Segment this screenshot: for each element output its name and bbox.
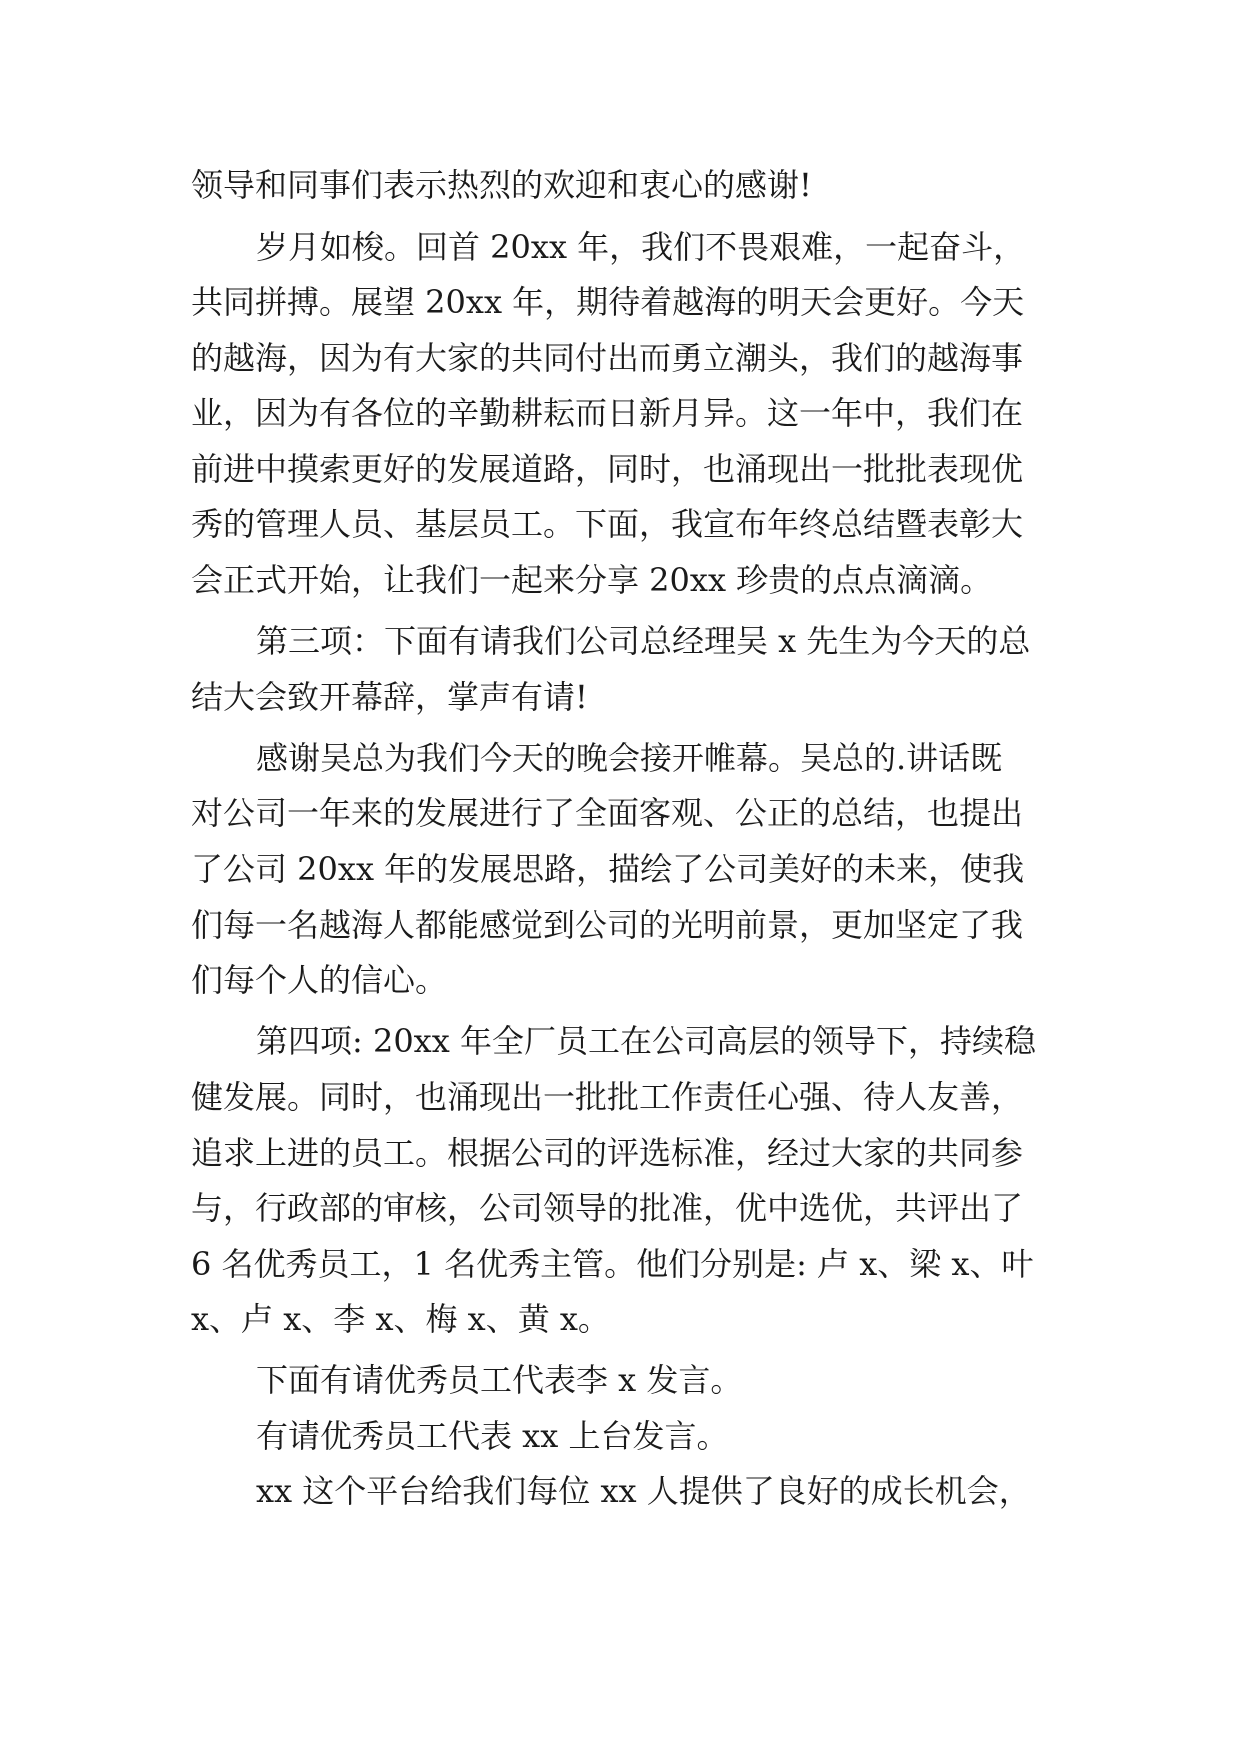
text-line: 对公司一年来的发展进行了全面客观、公正的总结，也提出 bbox=[191, 794, 1024, 832]
text-line: 与，行政部的审核，公司领导的批准，优中选优，共评出了 bbox=[191, 1189, 1024, 1227]
text-line: 追求上进的员工。根据公司的评选标准，经过大家的共同参 bbox=[191, 1134, 1024, 1172]
paragraph-first-line: 感谢吴总为我们今天的晚会接开帷幕。吴总的.讲话既 bbox=[256, 739, 1003, 777]
text-line: 6 名优秀员工，1 名优秀主管。他们分别是: 卢 x、梁 x、叶 bbox=[191, 1245, 1034, 1283]
text-line: x、卢 x、李 x、梅 x、黄 x。 bbox=[191, 1300, 610, 1338]
paragraph-first-line: 有请优秀员工代表 xx 上台发言。 bbox=[256, 1417, 729, 1455]
text-line: 结大会致开幕辞，掌声有请! bbox=[191, 678, 588, 716]
paragraph-first-line: 第三项：下面有请我们公司总经理吴 x 先生为今天的总 bbox=[256, 622, 1031, 660]
paragraph-first-line: 岁月如梭。回首 20xx 年，我们不畏艰难，一起奋斗， bbox=[256, 228, 1026, 266]
text-line: 们每个人的信心。 bbox=[191, 961, 448, 999]
text-line: 共同拼搏。展望 20xx 年，期待着越海的明天会更好。今天 bbox=[191, 283, 1025, 321]
text-line: 秀的管理人员、基层员工。下面，我宣布年终总结暨表彰大 bbox=[191, 505, 1024, 543]
text-line: 健发展。同时，也涌现出一批批工作责任心强、待人友善， bbox=[191, 1078, 1024, 1116]
text-line: 领导和同事们表示热烈的欢迎和衷心的感谢! bbox=[191, 166, 812, 204]
paragraph-first-line: 第四项: 20xx 年全厂员工在公司高层的领导下，持续稳 bbox=[256, 1022, 1036, 1060]
text-line: 前进中摸索更好的发展道路，同时，也涌现出一批批表现优 bbox=[191, 450, 1024, 488]
text-line: 们每一名越海人都能感觉到公司的光明前景，更加坚定了我 bbox=[191, 906, 1024, 944]
paragraph-first-line: xx 这个平台给我们每位 xx 人提供了良好的成长机会， bbox=[256, 1472, 1031, 1510]
paragraph-first-line: 下面有请优秀员工代表李 x 发言。 bbox=[256, 1361, 743, 1399]
text-line: 了公司 20xx 年的发展思路，描绘了公司美好的未来，使我 bbox=[191, 850, 1025, 888]
text-line: 会正式开始，让我们一起来分享 20xx 珍贵的点点滴滴。 bbox=[191, 561, 993, 599]
text-line: 的越海，因为有大家的共同付出而勇立潮头，我们的越海事 bbox=[191, 339, 1024, 377]
text-line: 业，因为有各位的辛勤耕耘而日新月异。这一年中，我们在 bbox=[191, 394, 1024, 432]
